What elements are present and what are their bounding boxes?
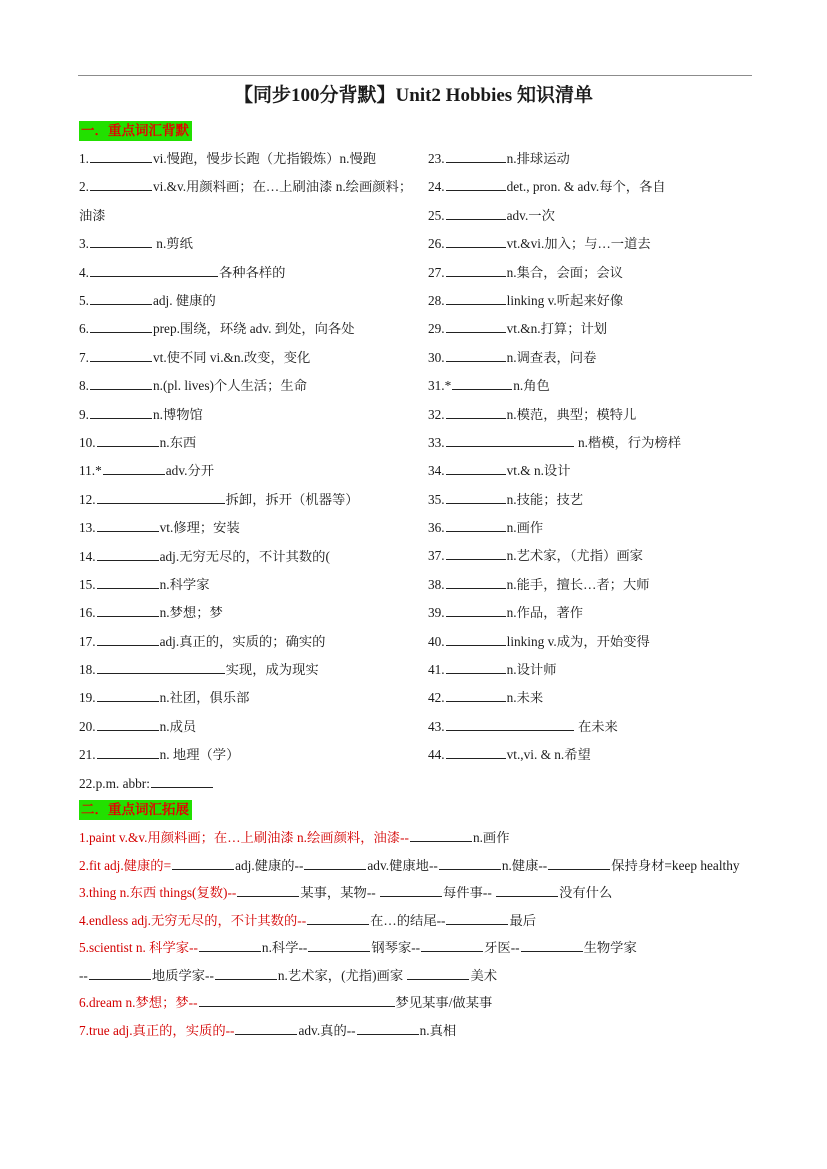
vocab-number: 16. [79,605,96,621]
vocab-definition: vt.&vi.加入；与…一道去 [506,236,651,252]
answer-blank[interactable] [446,275,506,277]
ext-row-5 [79,934,759,962]
ext-text: adv.真的-- [298,1022,356,1038]
ext-text: n.真相 [419,1022,457,1038]
vocab-definition: n.艺术家，（尤指）画家 [506,548,643,564]
vocab-item [79,571,419,599]
vocab-column-left [79,145,419,798]
answer-blank[interactable] [446,644,506,646]
vocab-item [79,344,419,372]
answer-blank[interactable] [446,473,506,475]
vocab-number: 5. [79,292,89,308]
vocab-definition: prep.围绕，环绕 adv. 到处，向各处 [152,321,355,337]
vocab-definition: n.角色 [513,378,550,394]
ext-row-7 [79,1017,759,1045]
ext-text: 保持身材=keep healthy [611,857,740,873]
vocab-number: 12. [79,491,96,507]
answer-blank[interactable] [446,218,506,220]
vocab-item [79,684,419,712]
vocab-item [428,514,758,542]
vocab-number: 33. [428,434,445,450]
ext-text: n.健康-- [501,857,548,873]
ext-text: 钢琴家-- [371,940,421,955]
vocab-item [79,259,419,287]
ext-row-1 [79,824,759,852]
vocab-item [428,571,758,599]
vocab-item [79,401,419,429]
answer-blank[interactable] [237,895,299,897]
vocab-definition: 在未来 [574,718,618,734]
answer-blank[interactable] [97,559,159,561]
vocab-number: 30. [428,349,445,365]
vocab-definition: vt.,vi. & n.希望 [506,747,591,763]
vocab-item [428,457,758,485]
vocab-definition: adv.一次 [506,207,555,223]
vocab-number: 28. [428,292,445,308]
vocab-number: 25. [428,207,445,223]
ext-row-5b [79,962,759,990]
ext-text: 7.true adj.真正的，实质的-- [79,1022,235,1038]
vocab-number: 20. [79,718,96,734]
answer-blank[interactable] [90,246,152,248]
ext-row-2 [79,852,759,880]
answer-blank[interactable] [215,978,277,980]
ext-text: n.画作 [472,830,510,845]
section-heading-extension: 二．重点词汇拓展 [79,800,192,820]
vocab-item [428,713,758,741]
vocab-definition: n.作品，著作 [506,605,584,621]
vocab-number: 36. [428,520,445,536]
vocab-item [428,401,758,429]
answer-blank[interactable] [407,978,469,980]
vocab-definition: n.剪纸 [152,236,193,252]
vocab-item [79,429,419,457]
vocab-number: 1. [79,151,89,166]
answer-blank[interactable] [97,700,159,702]
vocab-number: 17. [79,633,96,649]
vocab-item [428,429,758,457]
answer-blank[interactable] [452,388,512,390]
vocab-item [79,599,419,627]
answer-blank[interactable] [90,331,152,333]
answer-blank[interactable] [357,1033,419,1035]
ext-text: 2.fit adj.健康的= [79,857,172,873]
answer-blank[interactable] [97,615,159,617]
vocab-definition: vt.使不同 vi.&n.改变，变化 [152,349,311,365]
ext-row-3 [79,879,759,907]
vocab-definition: adv.分开 [165,463,215,479]
vocab-definition: vi.&v.用颜料画；在…上刷油漆 n.绘画颜料；油漆 [79,179,413,223]
answer-blank[interactable] [446,530,506,532]
vocab-item [428,259,758,287]
ext-text: adv.健康地-- [367,857,438,873]
answer-blank[interactable] [446,587,506,589]
vocab-definition: vt.修理；安装 [159,520,240,536]
vocab-item [79,486,419,514]
answer-blank[interactable] [90,189,152,191]
answer-blank[interactable] [97,530,159,532]
ext-text: n.艺术家，(尤指)画家 [277,967,407,983]
answer-blank[interactable] [446,757,506,759]
vocab-definition: n.东西 [159,434,197,450]
ext-text: 最后 [509,912,537,928]
answer-blank[interactable] [446,558,506,560]
vocab-item [428,684,758,712]
answer-blank[interactable] [548,868,610,870]
vocab-definition: n.社团，俱乐部 [159,690,250,706]
ext-row-4 [79,907,759,935]
answer-blank[interactable] [439,868,501,870]
vocab-item [428,173,758,201]
vocab-number: 34. [428,463,445,479]
answer-blank[interactable] [446,161,506,163]
vocab-number: 3. [79,236,89,252]
vocab-item [79,457,419,485]
ext-text: 6.dream n.梦想；梦-- [79,995,198,1010]
vocab-definition: vt.& n.设计 [506,463,571,479]
ext-text: 梦见某事/做某事 [395,995,493,1010]
vocab-definition: adj.无穷无尽的，不计其数的( [159,548,330,564]
vocab-definition: n.技能；技艺 [506,491,584,507]
page-title: 【同步100分背默】Unit2 Hobbies 知识清单 [234,85,593,106]
answer-blank[interactable] [446,445,574,447]
answer-blank[interactable] [304,868,366,870]
vocab-item [428,599,758,627]
vocab-number: 6. [79,321,89,337]
ext-text: 地质学家-- [151,967,214,983]
vocab-number: 44. [428,747,445,763]
answer-blank[interactable] [307,923,369,925]
vocab-number: 38. [428,576,445,592]
answer-blank[interactable] [380,895,442,897]
vocab-number: 29. [428,321,445,337]
answer-blank[interactable] [446,189,506,191]
vocab-number: 26. [428,236,445,252]
vocab-definition: linking v.听起来好像 [506,292,624,308]
vocab-item [428,287,758,315]
vocab-number: 27. [428,264,445,280]
vocab-definition: n. 地理（学） [159,747,240,763]
vocab-number: 4. [79,264,89,280]
answer-blank[interactable] [97,587,159,589]
vocab-number: 41. [428,662,445,678]
vocab-item [79,145,419,173]
vocab-item [79,287,419,315]
vocab-definition: 拆卸，拆开（机器等） [225,491,359,507]
answer-blank[interactable] [199,1005,395,1007]
answer-blank[interactable] [521,950,583,952]
vocab-definition: vi.慢跑，慢步长跑（尤指锻炼）n.慢跑 [152,151,377,166]
vocab-definition: n.模范，典型；模特儿 [506,406,637,422]
answer-blank[interactable] [89,978,151,980]
vocab-definition: 实现，成为现实 [225,662,319,678]
vocab-item [79,656,419,684]
ext-text: 生物学家 [583,940,637,955]
vocab-item [79,315,419,343]
vocab-definition: adj.真正的，实质的；确实的 [159,633,326,649]
vocab-item [428,315,758,343]
answer-blank[interactable] [97,729,159,731]
answer-blank[interactable] [90,360,152,362]
vocab-number: 21. [79,747,96,763]
vocab-definition: n.能手，擅长…者；大师 [506,576,650,592]
vocab-number: 40. [428,633,445,649]
vocab-item [79,173,419,230]
answer-blank[interactable] [410,840,472,842]
vocab-number: 8. [79,378,89,394]
vocab-item [428,628,758,656]
vocab-item [79,514,419,542]
vocab-definition: n.设计师 [506,662,557,678]
ext-text: 某事，某物-- [300,885,380,900]
vocab-definition: adj. 健康的 [152,292,216,308]
ext-text: -- [79,967,88,983]
vocab-number: 31.* [428,378,452,394]
answer-blank[interactable] [446,700,506,702]
ext-text: 每件事-- [443,885,496,900]
vocab-item [428,202,758,230]
vocab-number: 35. [428,491,445,507]
answer-blank[interactable] [446,303,506,305]
vocab-definition: n.梦想；梦 [159,605,223,621]
answer-blank[interactable] [446,246,506,248]
vocab-definition: 各种各样的 [218,264,286,280]
answer-blank[interactable] [97,672,225,674]
vocab-definition: n.科学家 [159,576,210,592]
answer-blank[interactable] [446,360,506,362]
vocab-item [428,486,758,514]
vocab-number: 7. [79,349,89,365]
vocab-item [428,656,758,684]
ext-text: 4.endless adj.无穷无尽的，不计其数的-- [79,912,307,928]
answer-blank[interactable] [446,672,506,674]
answer-blank[interactable] [421,950,483,952]
vocab-number: 42. [428,690,445,706]
extension-list [79,824,759,1044]
answer-blank[interactable] [172,868,234,870]
vocab-number: 18. [79,662,96,678]
vocab-definition: n.(pl. lives)个人生活；生命 [152,378,307,394]
vocab-item [428,145,758,173]
vocab-number: 11.* [79,463,102,479]
vocab-definition: n.博物馆 [152,406,203,422]
ext-text: 3.thing n.东西 things(复数)-- [79,885,237,900]
vocab-number: 13. [79,520,96,536]
answer-blank[interactable] [235,1033,297,1035]
answer-blank[interactable] [97,757,159,759]
answer-blank[interactable] [97,445,159,447]
vocab-number: 32. [428,406,445,422]
vocab-item [79,770,419,798]
vocab-number: 23. [428,151,445,166]
vocab-number: 9. [79,406,89,422]
vocab-number: 39. [428,605,445,621]
ext-text: 美术 [470,967,498,983]
vocab-definition: n.画作 [506,520,544,536]
vocab-definition: n.未来 [506,690,544,706]
top-rule [78,75,752,76]
vocab-item [79,230,419,258]
ext-text: 牙医-- [484,940,520,955]
answer-blank[interactable] [103,473,165,475]
ext-text: 在…的结尾-- [370,912,446,928]
answer-blank[interactable] [90,417,152,419]
ext-text: n.科学-- [261,940,308,955]
answer-blank[interactable] [199,950,261,952]
answer-blank[interactable] [308,950,370,952]
vocab-number: 37. [428,548,445,564]
ext-text: 1.paint v.&v.用颜料画；在…上刷油漆 n.绘画颜料，油漆-- [79,830,409,845]
answer-blank[interactable] [90,161,152,163]
ext-text: 没有什么 [559,885,613,900]
vocab-number: 15. [79,576,96,592]
answer-blank[interactable] [90,275,218,277]
vocab-item [79,372,419,400]
answer-blank[interactable] [446,331,506,333]
vocab-number: 43. [428,718,445,734]
answer-blank[interactable] [90,388,152,390]
vocab-definition: vt.&n.打算；计划 [506,321,608,337]
vocab-definition: n.集合，会面；会议 [506,264,623,280]
vocab-definition: det., pron. & adv.每个，各自 [506,179,666,195]
answer-blank[interactable] [446,615,506,617]
vocab-item [79,713,419,741]
vocab-item [428,542,758,570]
answer-blank[interactable] [97,502,225,504]
vocab-number: 2. [79,179,89,195]
vocab-item [79,741,419,769]
ext-row-6 [79,989,759,1017]
answer-blank[interactable] [446,417,506,419]
answer-blank[interactable] [446,502,506,504]
vocab-item [428,344,758,372]
vocab-definition: n.排球运动 [506,151,570,166]
vocab-number: 24. [428,179,445,195]
vocab-number: 22.p.m. abbr: [79,775,150,791]
ext-text: 5.scientist n. 科学家-- [79,940,198,955]
ext-text: adj.健康的-- [235,857,304,873]
vocab-number: 10. [79,434,96,450]
answer-blank[interactable] [97,644,159,646]
vocab-item [428,741,758,769]
answer-blank[interactable] [496,895,558,897]
vocab-item [428,230,758,258]
vocab-definition: linking v.成为，开始变得 [506,633,650,649]
vocab-column-right [428,145,758,770]
vocab-definition: n.楷模，行为榜样 [574,434,681,450]
vocab-definition: n.成员 [159,718,197,734]
vocab-item [428,372,758,400]
vocab-number: 19. [79,690,96,706]
vocab-item [79,543,419,571]
answer-blank[interactable] [446,729,574,731]
vocab-number: 14. [79,548,96,564]
vocab-definition: n.调查表，问卷 [506,349,597,365]
answer-blank[interactable] [446,923,508,925]
section-heading-vocab: 一．重点词汇背默 [79,121,192,141]
vocab-item [79,628,419,656]
answer-blank[interactable] [90,303,152,305]
answer-blank[interactable] [151,786,213,788]
